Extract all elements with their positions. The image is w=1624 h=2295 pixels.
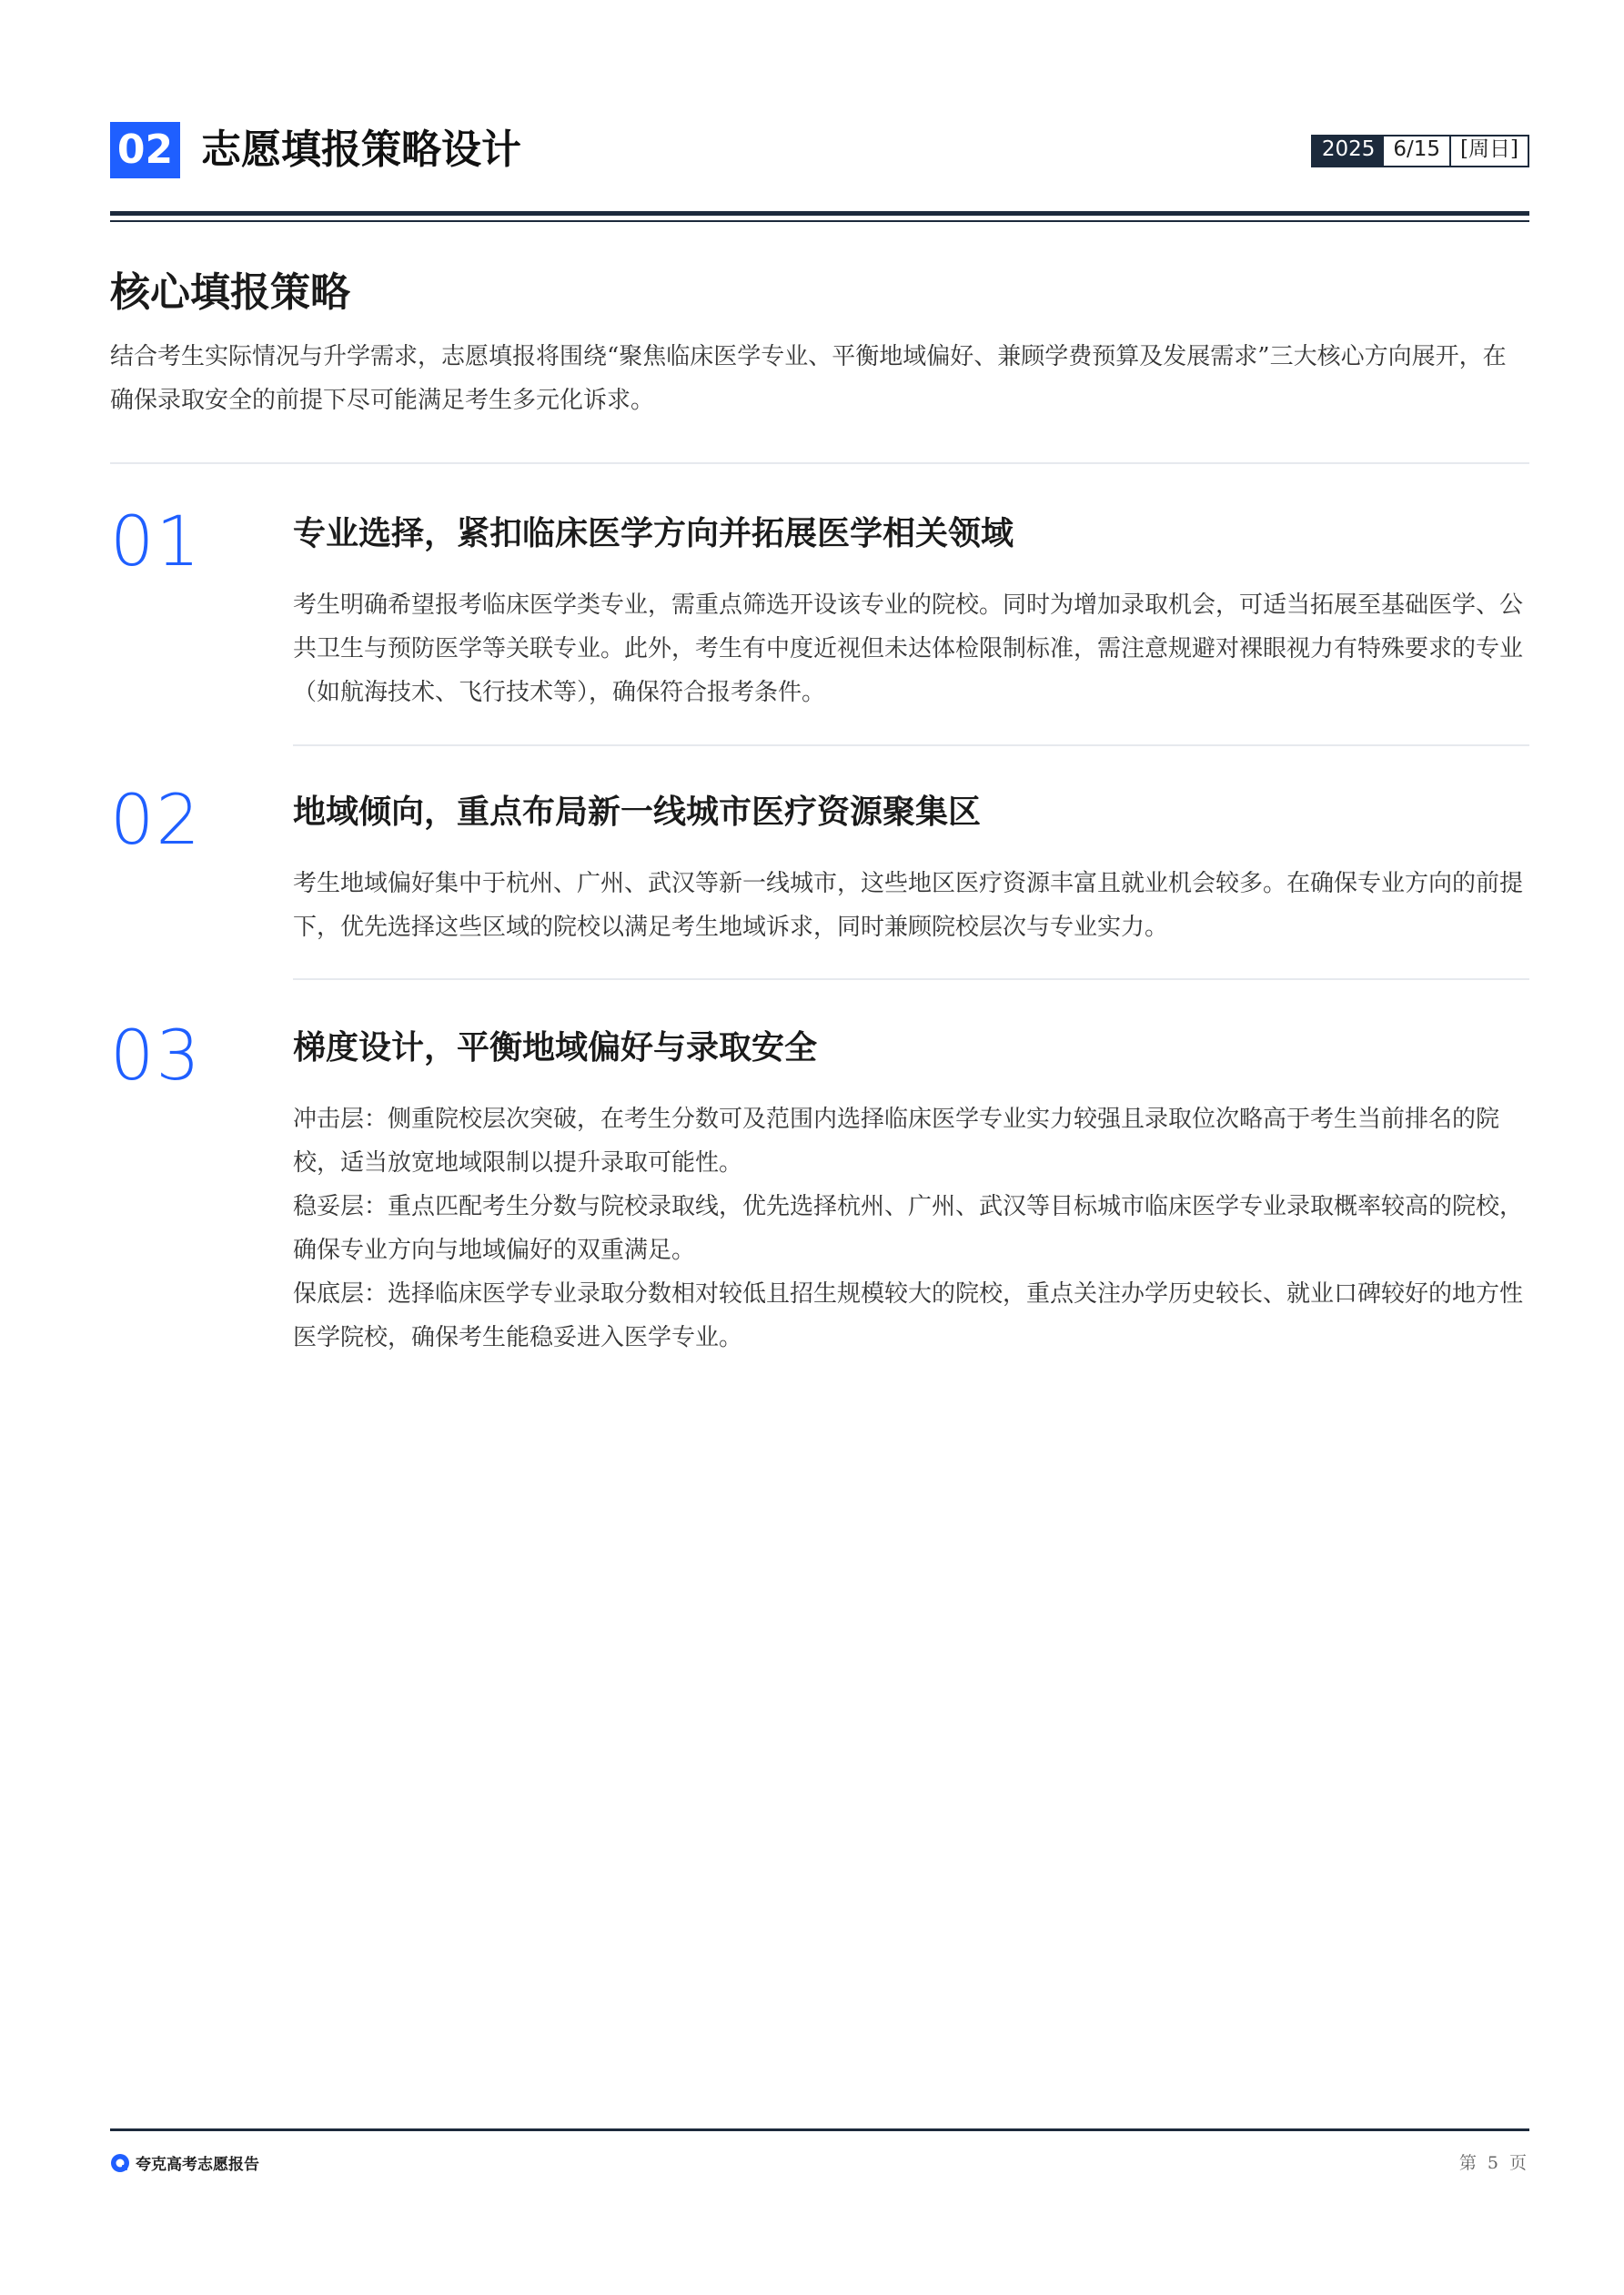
item-divider bbox=[293, 744, 1529, 746]
footer-brand bbox=[110, 2151, 259, 2174]
item-title: 专业选择，紧扣临床医学方向并拓展医学相关领域 bbox=[293, 514, 1014, 552]
item-title: 梯度设计，平衡地域偏好与录取安全 bbox=[293, 1028, 818, 1067]
date-year: 2025 bbox=[1313, 136, 1385, 166]
page-header bbox=[110, 122, 1529, 180]
tier-safety-paragraph: 保底层：选择临床医学专业录取分数相对较低且招生规模较大的院校，重点关注办学历史较长、就业口碑较好的地方性医学院校，确保考生能稳妥进入医学专业。 bbox=[293, 1280, 1524, 1351]
item-number: 01 bbox=[110, 500, 202, 581]
quark-logo-icon bbox=[110, 2153, 130, 2173]
header-rule-thick bbox=[110, 211, 1529, 216]
footer-rule bbox=[110, 2128, 1529, 2131]
item-body: 考生明确希望报考临床医学类专业，需重点筛选开设该专业的院校。同时为增加录取机会，可适当拓展至基础医学、公共卫生与预防医学等关联专业。此外，考生有中度近视但未达体检限制标准，需注意规避对裸眼视力有特殊要求的专业（如航海技术、飞行技术等），确保符合报考条件。 bbox=[293, 591, 1524, 706]
section-divider bbox=[110, 462, 1529, 464]
brand-name: 夸克高考志愿报告 bbox=[136, 2156, 259, 2174]
item-divider bbox=[293, 978, 1529, 980]
page-number: 第 5 页 bbox=[1458, 2153, 1529, 2173]
section-number-badge: 02 bbox=[110, 122, 180, 178]
item-number: 03 bbox=[110, 1015, 202, 1096]
date-month-day: 6/15 bbox=[1384, 136, 1451, 166]
item-body: 考生地域偏好集中于杭州、广州、武汉等新一线城市，这些地区医疗资源丰富且就业机会较多。在确保专业方向的前提下，优先选择这些区域的院校以满足考生地域诉求，同时兼顾院校层次与专业实力。 bbox=[293, 870, 1524, 941]
core-strategy-heading: 核心填报策略 bbox=[110, 269, 350, 316]
tier-match-paragraph: 稳妥层：重点匹配考生分数与院校录取线，优先选择杭州、广州、武汉等目标城市临床医学专业录取概率较高的院校，确保专业方向与地域偏好的双重满足。 bbox=[293, 1193, 1524, 1264]
intro-paragraph: 结合考生实际情况与升学需求，志愿填报将围绕“聚焦临床医学专业、平衡地域偏好、兼顾学费预算及发展需求”三大核心方向展开，在确保录取安全的前提下尽可能满足考生多元化诉求。 bbox=[110, 343, 1507, 414]
item-number: 02 bbox=[110, 779, 202, 860]
date-weekday: [周日] bbox=[1460, 137, 1518, 161]
item-title: 地域倾向，重点布局新一线城市医疗资源聚集区 bbox=[293, 793, 982, 831]
date-badge bbox=[1311, 135, 1529, 167]
section-title: 志愿填报策略设计 bbox=[201, 126, 521, 173]
tier-reach-paragraph: 冲击层：侧重院校层次突破，在考生分数可及范围内选择临床医学专业实力较强且录取位次略高于考生当前排名的院校，适当放宽地域限制以提升录取可能性。 bbox=[293, 1106, 1500, 1177]
item-body bbox=[293, 1097, 1529, 1360]
header-rule-thin bbox=[110, 220, 1529, 222]
